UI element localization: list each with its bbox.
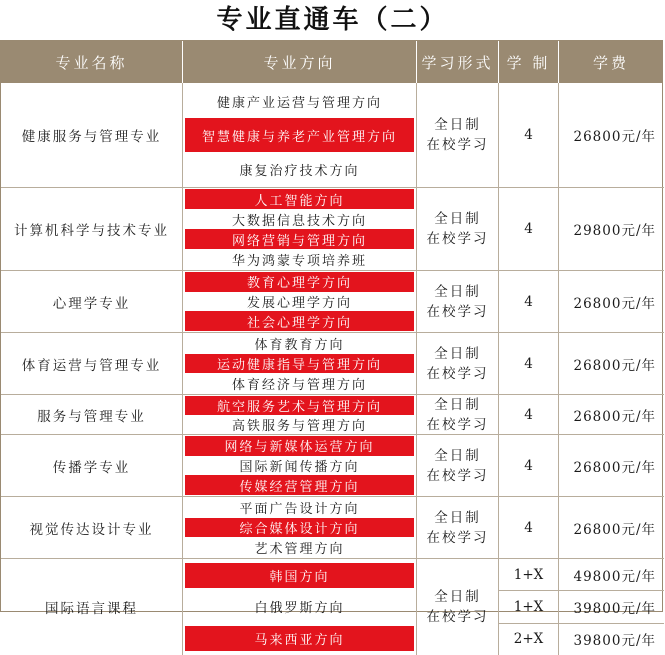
major-name: 国际语言课程 <box>1 559 183 655</box>
study-form-line1: 全日制 <box>434 211 481 227</box>
direction-item: 健康产业运营与管理方向 <box>216 95 382 111</box>
direction-item: 艺术管理方向 <box>254 541 345 557</box>
direction-list <box>183 83 417 188</box>
duration: 4 <box>499 333 559 395</box>
major-name: 计算机科学与技术专业 <box>1 188 183 271</box>
duration: 1+X <box>499 559 558 591</box>
study-form-line1: 全日制 <box>434 589 481 605</box>
study-form-line2: 在校学习 <box>426 529 489 546</box>
duration: 4 <box>499 497 559 559</box>
direction-item: 体育经济与管理方向 <box>231 377 367 393</box>
duration: 2+X <box>513 631 544 648</box>
major-name: 健康服务与管理专业 <box>1 83 183 188</box>
direction-item: 航空服务艺术与管理方向 <box>185 396 414 415</box>
direction-item: 马来西亚方向 <box>185 626 414 651</box>
direction-list <box>183 435 417 497</box>
major-name: 视觉传达设计专业 <box>1 497 183 559</box>
page-title: 专业直通车（二） <box>216 5 449 35</box>
duration: 4 <box>499 435 559 497</box>
direction-item: 华为鸿蒙专项培养班 <box>231 253 367 269</box>
duration: 1+X <box>499 591 558 623</box>
tuition-fee: 29800元/年 <box>559 188 664 271</box>
fee-column <box>559 559 664 655</box>
header-study-form: 学习形式 <box>417 41 499 83</box>
direction-item: 运动健康指导与管理方向 <box>185 354 414 374</box>
study-form-line1: 全日制 <box>434 283 481 300</box>
tuition-fee: 39800元/年 <box>559 591 664 623</box>
tuition-fee: 49800元/年 <box>559 559 664 591</box>
direction-item: 综合媒体设计方向 <box>185 518 414 538</box>
direction-item: 国际新闻传播方向 <box>239 460 360 475</box>
direction-item: 人工智能方向 <box>185 189 414 209</box>
header-fee: 学费 <box>559 41 664 83</box>
direction-item: 教育心理学方向 <box>185 272 414 292</box>
direction-item: 平面广告设计方向 <box>239 502 360 518</box>
study-form-line2: 在校学习 <box>426 137 489 153</box>
major-name: 心理学专业 <box>1 271 183 333</box>
direction-item: 大数据信息技术方向 <box>231 213 367 229</box>
direction-item: 发展心理学方向 <box>246 296 352 311</box>
study-form <box>417 83 499 188</box>
study-form-line1: 全日制 <box>434 117 481 133</box>
duration: 4 <box>499 271 559 333</box>
study-form <box>417 333 499 395</box>
header-major: 专业名称 <box>1 41 183 83</box>
major-name: 传播学专业 <box>1 435 183 497</box>
direction-item: 社会心理学方向 <box>185 311 414 331</box>
study-form-line1: 全日制 <box>434 509 481 526</box>
study-form-line2: 在校学习 <box>426 609 489 625</box>
direction-list <box>183 395 417 435</box>
study-form <box>417 497 499 559</box>
major-name: 服务与管理专业 <box>1 395 183 435</box>
direction-item: 网络与新媒体运营方向 <box>185 436 414 456</box>
duration: 4 <box>499 395 559 435</box>
study-form-line1: 全日制 <box>434 345 481 362</box>
study-form <box>417 559 499 655</box>
tuition-fee: 26800元/年 <box>559 333 664 395</box>
study-form-line2: 在校学习 <box>426 231 489 247</box>
tuition-fee: 26800元/年 <box>559 497 664 559</box>
direction-list <box>183 271 417 333</box>
study-form <box>417 395 499 435</box>
direction-item: 白俄罗斯方向 <box>254 601 345 617</box>
tuition-fee: 26800元/年 <box>559 83 664 188</box>
direction-item: 网络营销与管理方向 <box>185 229 414 249</box>
direction-item: 智慧健康与养老产业管理方向 <box>185 118 414 152</box>
direction-item: 韩国方向 <box>185 563 414 588</box>
study-form-line1: 全日制 <box>434 396 481 413</box>
direction-item: 传媒经营管理方向 <box>185 475 414 495</box>
duration-column <box>499 559 559 655</box>
direction-list <box>183 497 417 559</box>
direction-list <box>183 559 417 655</box>
study-form-line2: 在校学习 <box>426 365 489 382</box>
tuition-fee: 26800元/年 <box>559 395 664 435</box>
header-direction: 专业方向 <box>183 41 417 83</box>
study-form-line2: 在校学习 <box>426 467 489 484</box>
tuition-fee: 26800元/年 <box>559 435 664 497</box>
study-form <box>417 188 499 271</box>
major-name: 体育运营与管理专业 <box>1 333 183 395</box>
duration: 4 <box>499 83 559 188</box>
study-form <box>417 271 499 333</box>
tuition-fee: 39800元/年 <box>573 633 656 650</box>
direction-item: 高铁服务与管理方向 <box>231 419 367 434</box>
study-form-line1: 全日制 <box>434 447 481 464</box>
duration: 4 <box>499 188 559 271</box>
study-form-line2: 在校学习 <box>426 303 489 320</box>
study-form-line2: 在校学习 <box>426 416 489 433</box>
majors-table <box>0 40 663 650</box>
direction-list <box>183 188 417 271</box>
direction-item: 康复治疗技术方向 <box>239 163 360 179</box>
study-form <box>417 435 499 497</box>
header-duration: 学 制 <box>499 41 559 83</box>
tuition-fee: 26800元/年 <box>559 271 664 333</box>
direction-list <box>183 333 417 395</box>
direction-item: 体育教育方向 <box>254 338 345 354</box>
